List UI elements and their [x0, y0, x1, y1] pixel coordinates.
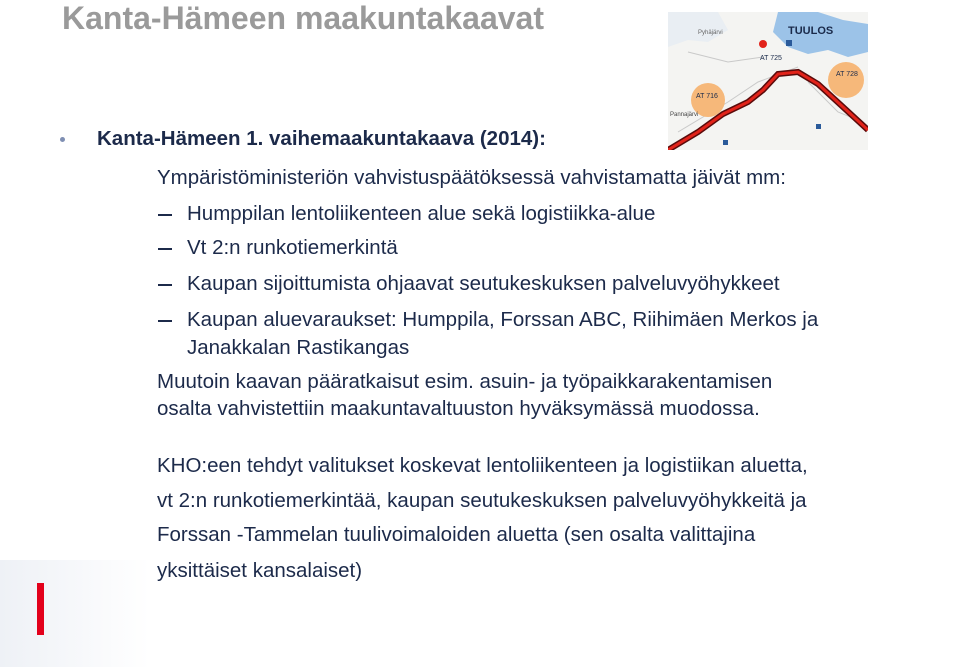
bullet-heading: Kanta-Hämeen 1. vaihemaakuntakaava (2014): — [97, 127, 546, 150]
dash — [158, 320, 172, 322]
map-label-zone: AT 716 — [696, 93, 718, 100]
list-item: Kaupan sijoittumista ohjaavat seutukeskuksen palveluvyöhykkeet — [187, 272, 780, 295]
dash — [158, 284, 172, 286]
brand-bar — [37, 583, 44, 635]
paragraph-line: osalta vahvistettiin maakuntavaltuuston hyväksymässä muodossa. — [157, 397, 760, 420]
list-item: Vt 2:n runkotiemerkintä — [187, 236, 398, 259]
map-label-lake: Pannajärvi — [670, 112, 699, 118]
map-label-zone: AT 725 — [760, 55, 782, 62]
paragraph-line: KHO:een tehdyt valitukset koskevat lentoliikenteen ja logistiikan aluetta, — [157, 454, 808, 477]
list-item: Humppilan lentoliikenteen alue sekä logistiikka-alue — [187, 202, 656, 225]
list-item-continued: Janakkalan Rastikangas — [187, 336, 410, 359]
intro-text: Ympäristöministeriön vahvistuspäätöksessä vahvistamatta jäivät mm: — [157, 166, 786, 189]
paragraph-line: Muutoin kaavan pääratkaisut esim. asuin- ja työpaikkarakentamisen — [157, 370, 773, 393]
slide-title: Kanta-Hämeen maakuntakaavat — [62, 0, 544, 36]
dash — [158, 248, 172, 250]
dash — [158, 214, 172, 216]
map-thumbnail — [668, 12, 868, 150]
paragraph-line: Forssan -Tammelan tuulivoimaloiden aluetta (sen osalta valittajina — [157, 523, 756, 546]
paragraph-line: yksittäiset kansalaiset) — [157, 559, 363, 582]
bullet-dot — [60, 137, 65, 142]
list-item: Kaupan aluevaraukset: Humppila, Forssan ABC, Riihimäen Merkos ja — [187, 308, 819, 331]
corner-decoration — [0, 560, 150, 667]
map-label-place: TUULOS — [788, 25, 834, 37]
map-label-zone: AT 728 — [836, 71, 858, 78]
map-label-lake: Pyhäjärvi — [698, 30, 723, 36]
paragraph-line: vt 2:n runkotiemerkintää, kaupan seutukeskuksen palveluvyöhykkeitä ja — [157, 489, 807, 512]
